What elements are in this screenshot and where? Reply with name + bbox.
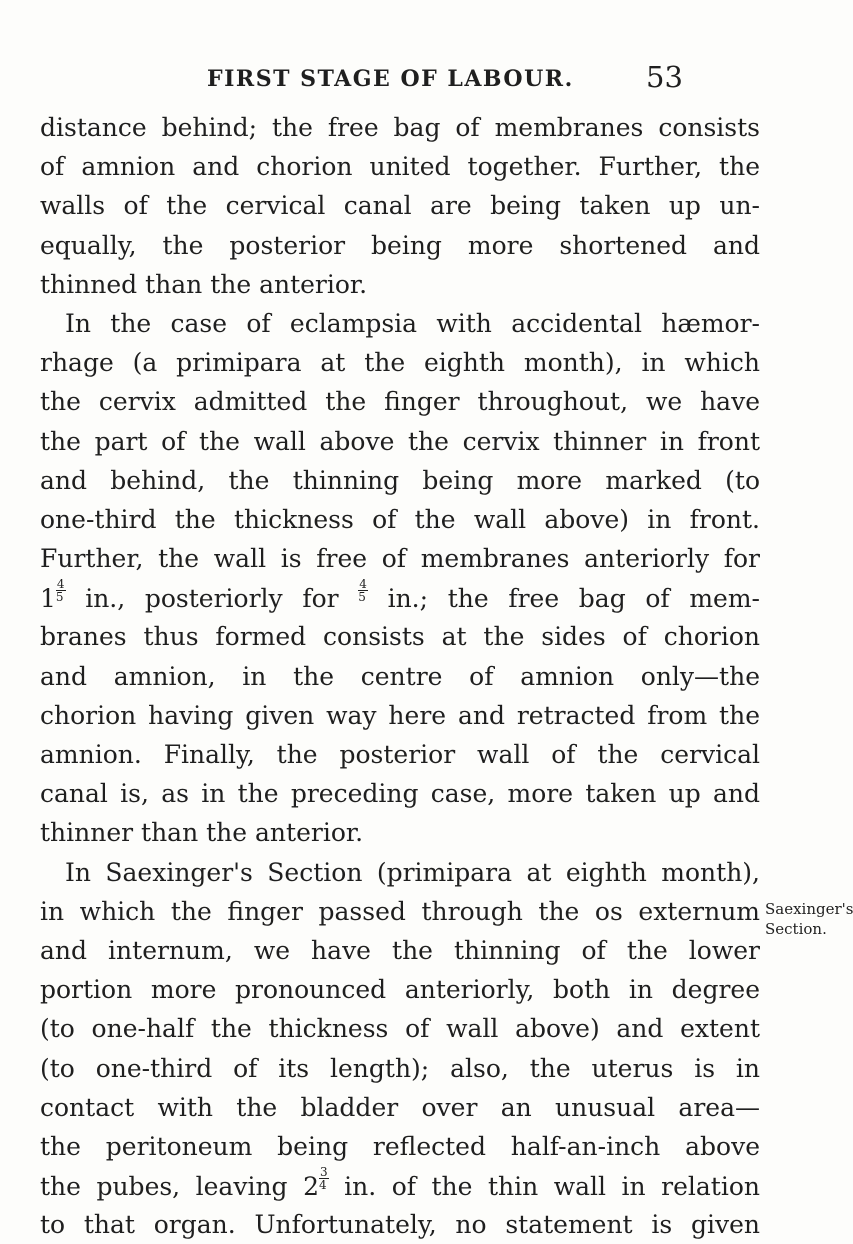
text-line: the peritoneum being reflected half-an-inch above — [40, 1131, 760, 1161]
fraction-denominator: 4 — [318, 1178, 327, 1193]
text-line: chorion having given way here and retracted from the — [40, 700, 760, 730]
fraction-numerator: 4 — [56, 577, 65, 592]
text-line: of amnion and chorion united together. Further, the — [40, 152, 760, 182]
text-line: rhage (a primipara at the eighth month), in which — [40, 348, 760, 378]
margin-note-line: Section. — [765, 920, 827, 938]
margin-note — [765, 899, 853, 939]
running-head: FIRST STAGE OF LABOUR. — [207, 66, 574, 92]
text-fragment: 1 — [40, 584, 56, 614]
text-line: portion more pronounced anteriorly, both in degree — [40, 975, 760, 1005]
fraction-denominator: 5 — [55, 590, 64, 605]
body-text — [40, 108, 760, 1244]
page-header — [0, 62, 801, 102]
fraction-numerator: 4 — [359, 577, 367, 592]
text-line: branes thus formed consists at the sides of chorion — [40, 622, 760, 652]
text-line: walls of the cervical canal are being taken up un- — [40, 191, 760, 221]
margin-note-line: Saexinger's — [765, 900, 853, 918]
text-line: in which the finger passed through the os externum — [40, 896, 760, 926]
text-line-with-fraction — [40, 1166, 760, 1205]
text-line: contact with the bladder over an unusual area— — [40, 1092, 760, 1122]
text-line: In the case of eclampsia with accidental hæmor- — [65, 308, 760, 338]
text-fragment: in. of the thin wall in relation — [328, 1172, 760, 1202]
text-line: (to one-half the thickness of wall above) and extent — [40, 1014, 760, 1044]
text-fragment: in.; the free bag of mem- — [367, 584, 760, 614]
text-line: and behind, the thinning being more marked (to — [40, 465, 760, 495]
text-line-with-fractions — [40, 578, 760, 617]
text-line: and internum, we have the thinning of the lower — [40, 935, 760, 965]
text-line: (to one-third of its length); also, the uterus is in — [40, 1053, 760, 1083]
page-number: 53 — [646, 60, 683, 94]
text-fragment: the pubes, leaving 2 — [40, 1172, 319, 1202]
text-line: distance behind; the free bag of membranes consists — [40, 113, 760, 142]
text-line: thinned than the anterior. — [40, 269, 368, 299]
text-line: to that organ. Unfortunately, no statement is given — [40, 1210, 760, 1240]
text-line: thinner than the anterior. — [40, 818, 364, 848]
text-line: equally, the posterior being more shortened and — [40, 230, 760, 260]
text-line: the part of the wall above the cervix thinner in front — [40, 426, 760, 456]
text-line: the cervix admitted the finger throughout, we have — [40, 387, 760, 417]
text-line: Further, the wall is free of membranes anteriorly for — [40, 544, 760, 574]
text-line: In Saexinger's Section (primipara at eighth month), — [65, 857, 760, 887]
text-line: and amnion, in the centre of amnion only—the — [40, 661, 760, 691]
fraction-numerator: 3 — [319, 1165, 328, 1180]
text-line: canal is, as in the preceding case, more taken up and — [40, 779, 760, 809]
text-fragment: in., posteriorly for — [65, 584, 359, 614]
text-line: amnion. Finally, the posterior wall of the cervical — [40, 740, 760, 769]
fraction — [358, 578, 368, 603]
fraction-denominator: 5 — [358, 590, 366, 605]
text-line: one-third the thickness of the wall above) in front. — [40, 504, 760, 534]
fraction — [319, 1166, 329, 1191]
fraction — [56, 578, 66, 603]
